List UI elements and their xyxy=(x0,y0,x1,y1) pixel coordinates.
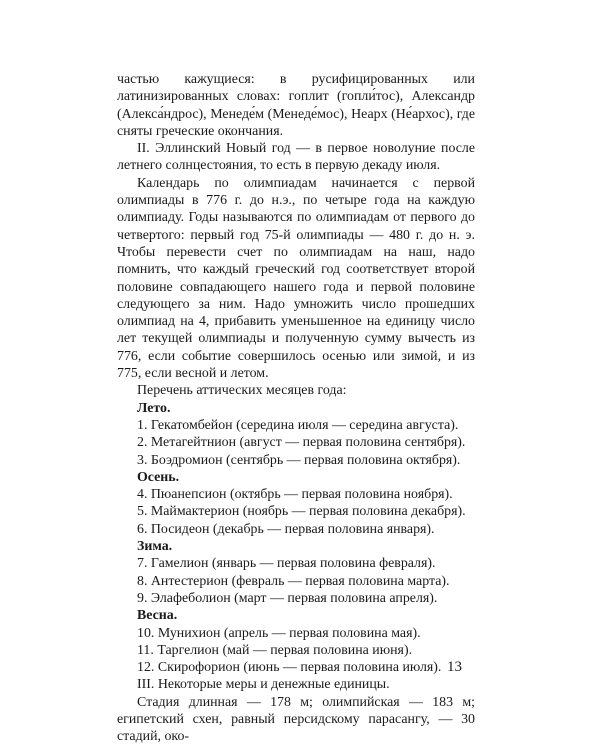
paragraph-new-year: II. Эллинский Новый год — в первое новолуние после летнего солнцестояния, то есть в первую декаду июля. xyxy=(117,141,475,174)
season-heading-winter: Зима. xyxy=(137,539,173,555)
paragraph-olympiad-calendar: Календарь по олимпиадам начинается с первой олимпиады в 776 г. до н.э., по четыре года на каждую олимпиаду. Годы называются по олимпиадам от первого до четвертого: первый год 75-й олимпиады — 480 г. до н. э. Чтобы перевести счет по олимпиадам на наш, надо помнить, что каждый греческий год соответствует второй половине совпадающего нашего года и первой половине следующего за ним. Надо умножить число прошедших олимпиад на 4, прибавить уменьшенное на единицу число лет текущей олимпиады и полученную сумму вычесть из 776, если событие совершилось осенью или зимой, и из 775, если весной и летом. xyxy=(117,175,475,382)
page-text xyxy=(117,71,475,746)
month-item: 7. Гамелион (январь — первая половина февраля). xyxy=(137,556,436,572)
month-item: 5. Маймактерион (ноябрь — первая половина декабря). xyxy=(137,504,466,520)
month-item: 8. Антестерион (февраль — первая половина марта). xyxy=(137,573,450,589)
month-item: 4. Пюанепсион (октябрь — первая половина ноября). xyxy=(137,487,453,503)
month-item: 3. Боэдромион (сентябрь — первая половина октября). xyxy=(137,452,461,468)
page-number: 13 xyxy=(447,659,462,675)
month-item: 9. Элафеболион (март — первая половина апреля). xyxy=(137,590,438,606)
paragraph-transliteration-note: частью кажущиеся: в русифицированных или латинизированных словах: гоплит (гопли́тос), Александр (Алекса́ндрос), Менеде́м (Менеде́мос), Неарх (Не́архос), где сняты греческие окончания. xyxy=(117,72,475,139)
month-item: 2. Метагейтнион (август — первая половина сентября). xyxy=(137,435,466,451)
month-item: 10. Мунихион (апрель — первая половина мая). xyxy=(137,625,421,641)
month-item: 11. Таргелион (май — первая половина июня). xyxy=(137,642,413,658)
month-item: 12. Скирофорион (июнь — первая половина июля). xyxy=(137,660,442,676)
season-heading-summer: Лето. xyxy=(137,400,171,416)
paragraph-measures: Стадия длинная — 178 м; олимпийская — 183 м; египетский схен, равный персидскому парасангу, — 30 стадий, око- xyxy=(117,694,475,745)
season-heading-autumn: Осень. xyxy=(137,469,180,485)
month-item: 6. Посидеон (декабрь — первая половина января). xyxy=(137,521,435,537)
paragraph-measures-heading: III. Некоторые меры и денежные единицы. xyxy=(137,677,390,693)
month-item: 1. Гекатомбейон (середина июля — середина августа). xyxy=(137,417,459,433)
season-heading-spring: Весна. xyxy=(137,608,178,624)
paragraph-months-intro: Перечень аттических месяцев года: xyxy=(137,383,347,399)
